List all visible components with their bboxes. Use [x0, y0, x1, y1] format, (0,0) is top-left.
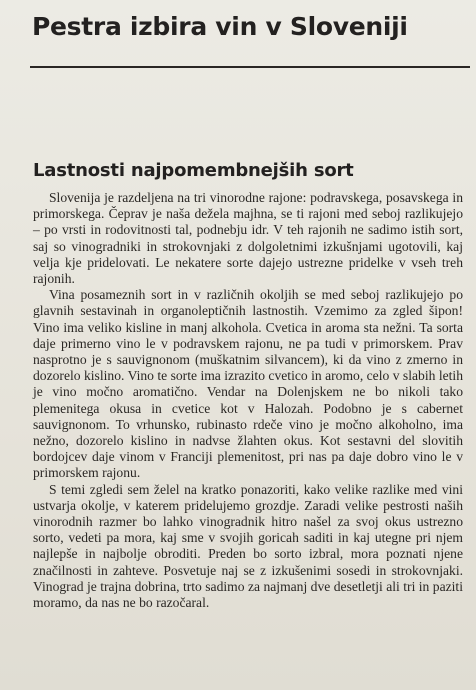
paragraph: Vina posameznih sort in v različnih okoljih se med seboj razlikujejo po glavnih sestavinah in organoleptičnih lastnostih. Vzemimo za zgled šipon! Vino ima veliko kisline in manj alkohola. Cvetica in aroma sta nežni. Ta sorta daje primerno vino le v podravskem rajonu, ne pa tudi v primorskem. Prav nasprotno je s sauvignonom (muškatnim silvancem), ki da vino z zmerno in dozorelo kislino. Vino te sorte ima izrazito cvetico in aromo, celo v slabih letih je vino močno aromatično. Vendar na Dolenjskem ne bo nikoli tako plemenitega okusa in cvetice kot v Halozah. Podobno je s cabernet sauvignonom. To vrhunsko, rubinasto rdeče vino je močno alkoholno, ima nežno, dozorelo kislino in nadvse žlahten okus. Kot sestavni del slovitih bordojcev daje vinom v Franciji plemenitost, pri nas pa daje dobro vino le v primorskem rajonu.	[33, 287, 463, 481]
section-heading: Lastnosti najpomembnejših sort	[33, 160, 354, 181]
body-text	[33, 190, 463, 611]
paragraph: Slovenija je razdeljena na tri vinorodne rajone: podravskega, posavskega in primorskega. Čeprav je naša dežela majhna, se ti rajoni med seboj razlikujejo – po vrsti in rodovitnosti tal, podnebju idr. V teh rajonih ne sadimo istih sort, saj so vinogradniki in strokovnjaki z dolgoletnimi izkušnjami ugotovili, kaj velja kje pridelovati. Le nekatere sorte dajejo ustrezne pridelke v vseh treh rajonih.	[33, 190, 463, 287]
page-title: Pestra izbira vin v Sloveniji	[32, 12, 408, 41]
title-divider	[30, 66, 470, 68]
paragraph: S temi zgledi sem želel na kratko ponazoriti, kako velike razlike med vini ustvarja okolje, v katerem pridelujemo grozdje. Zaradi velike pestrosti naših vinorodnih razmer bo lahko vinogradnik hitro našel za svoj okus ustrezno sorto, vedeti pa mora, kaj sme v svojih goricah saditi in kaj utegne pri njem najlepše in najbolje obroditi. Preden bo sorto izbral, mora poznati njene značilnosti in zahteve. Posvetuje naj se z izkušenimi sosedi in strokovnjaki. Vinograd je trajna dobrina, trto sadimo za najmanj dve desetletji ali tri in paziti moramo, da nas ne bo razočaral.	[33, 481, 463, 611]
